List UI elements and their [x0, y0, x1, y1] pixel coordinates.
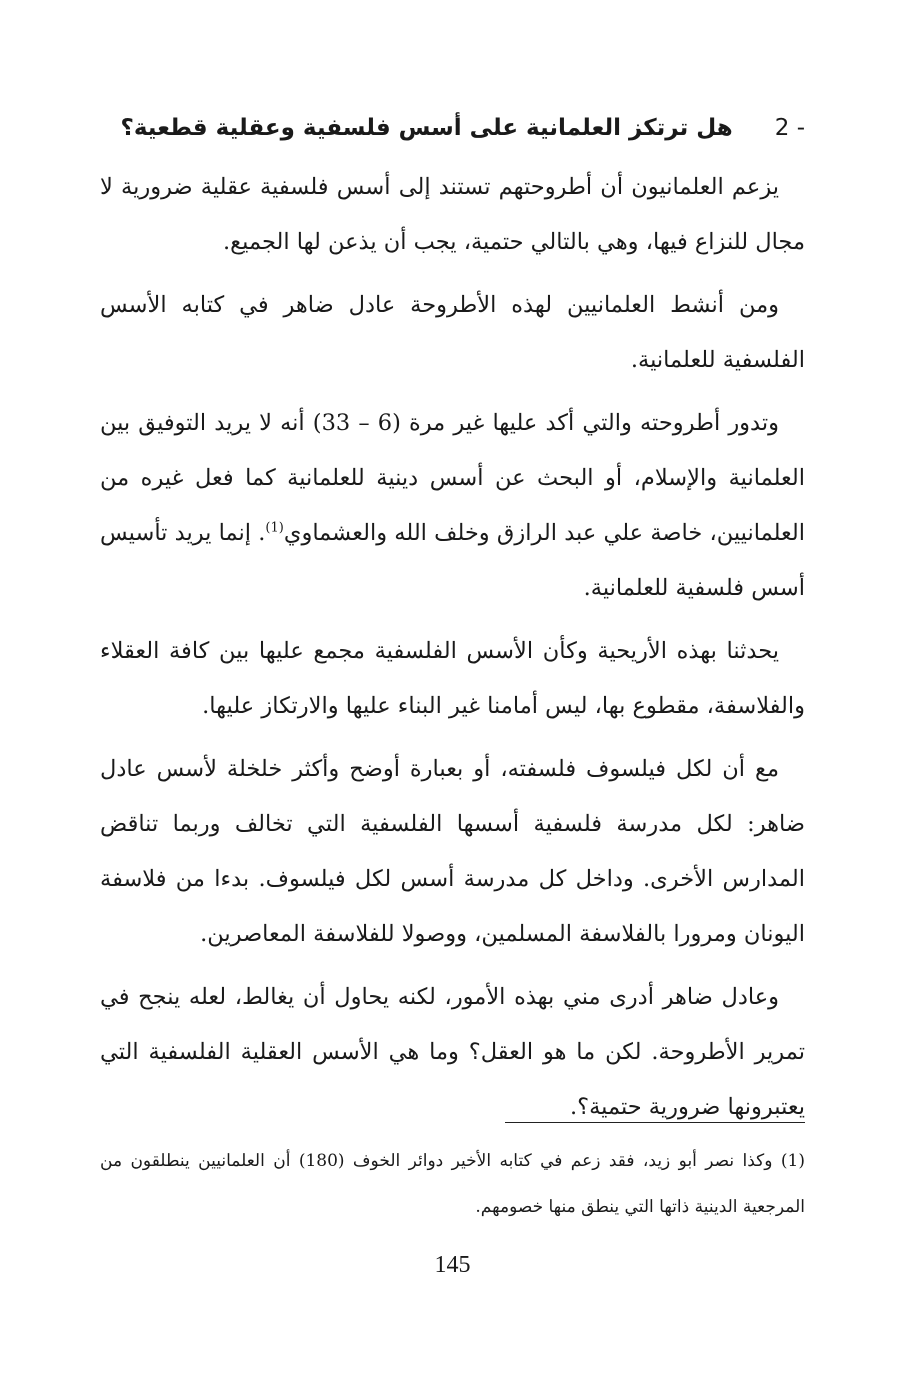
body-text	[100, 160, 805, 1143]
book-page	[100, 0, 805, 1379]
footnote-marker[interactable]: (1)	[265, 520, 284, 536]
paragraph: يزعم العلمانيون أن أطروحتهم تستند إلى أسس فلسفية عقلية ضرورية لا مجال للنزاع فيها، وهي بالتالي حتمية، يجب أن يذعن لها الجميع.	[100, 174, 805, 255]
page-number: 145	[434, 1252, 471, 1278]
paragraph-text: . إنما يريد تأسيس أسس فلسفية للعلمانية.	[100, 520, 805, 601]
section-number: 2 -	[774, 115, 805, 141]
footnote	[100, 1138, 805, 1230]
footnote-text: (1) وكذا نصر أبو زيد، فقد زعم في كتابه الأخير دوائر الخوف (180) أن العلمانيين ينطلقون من المرجعية الدينية ذاتها التي ينطق منها خصومهم.	[100, 1151, 805, 1217]
paragraph-text: وتدور أطروحته والتي أكد عليها غير مرة (6 – 33) أنه لا يريد التوفيق بين العلمانية والإسلام، أو البحث عن أسس دينية للعلمانية كما فعل غيره من العلمانيين، خاصة علي عبد الرازق وخلف الله والعشماوي	[100, 410, 805, 546]
section-heading	[100, 108, 805, 148]
paragraph: مع أن لكل فيلسوف فلسفته، أو بعبارة أوضح وأكثر خلخلة لأسس عادل ضاهر: لكل مدرسة فلسفية أسسها الفلسفية التي تخالف وربما تناقض المدارس الأخرى. وداخل كل مدرسة أسس لكل فيلسوف. بدءا من فلاسفة اليونان ومرورا بالفلاسفة المسلمين، ووصولا للفلاسفة المعاصرين.	[100, 756, 805, 947]
section-title: هل ترتكز العلمانية على أسس فلسفية وعقلية قطعية؟	[120, 115, 733, 141]
paragraph	[100, 396, 805, 616]
paragraph: يحدثنا بهذه الأريحية وكأن الأسس الفلسفية مجمع عليها بين كافة العقلاء والفلاسفة، مقطوع بها، ليس أمامنا غير البناء عليها والارتكاز عليها.	[100, 638, 805, 719]
paragraph: ومن أنشط العلمانيين لهذه الأطروحة عادل ضاهر في كتابه الأسس الفلسفية للعلمانية.	[100, 292, 805, 373]
paragraph: وعادل ضاهر أدرى مني بهذه الأمور، لكنه يحاول أن يغالط، لعله ينجح في تمرير الأطروحة. لكن ما هو العقل؟ وما هي الأسس العقلية الفلسفية التي يعتبرونها ضرورية حتمية؟.	[100, 984, 805, 1120]
footnote-divider	[505, 1122, 805, 1123]
